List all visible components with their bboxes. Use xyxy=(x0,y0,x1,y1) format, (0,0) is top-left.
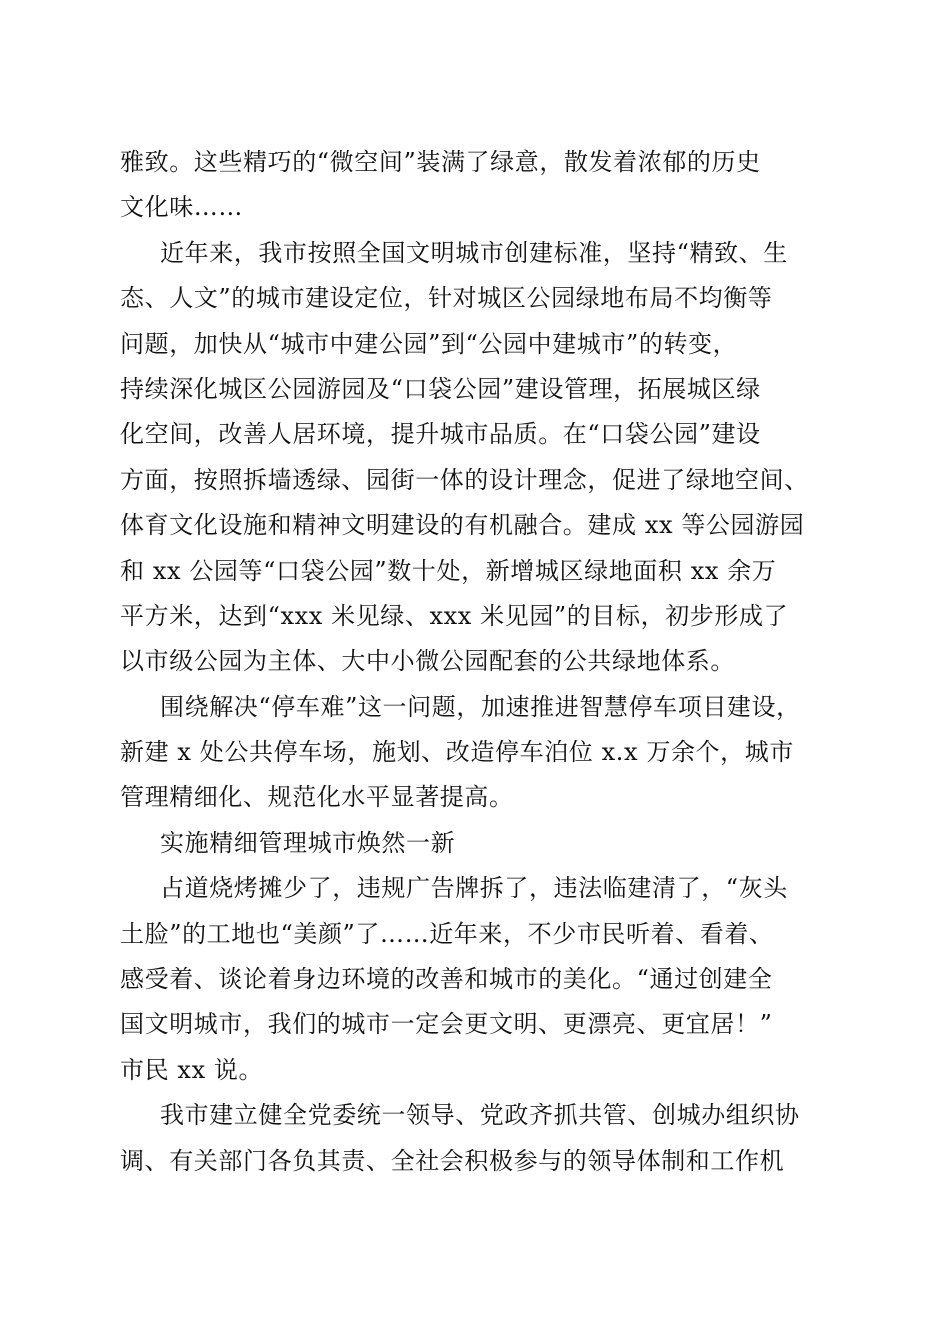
section-heading: 实施精细管理城市焕然一新 xyxy=(160,828,456,857)
text-line: 国文明城市，我们的城市一定会更文明、更漂亮、更宜居！” xyxy=(120,1010,773,1039)
text-line: 方面，按照拆墙透绿、园街一体的设计理念，促进了绿地空间、 xyxy=(120,465,809,494)
text-line: 以市级公园为主体、大中小微公园配套的公共绿地体系。 xyxy=(120,647,735,676)
text-line: 新建 x 处公共停车场，施划、改造停车泊位 x.x 万余个，城市 xyxy=(120,738,794,767)
text-line: 问题，加快从“城市中建公园”到“公园中建城市”的转变， xyxy=(120,329,738,358)
text-line: 雅致。这些精巧的“微空间”装满了绿意，散发着浓郁的历史 xyxy=(120,148,761,176)
text-line: 文化味…… xyxy=(120,193,243,222)
text-line: 市民 xx 说。 xyxy=(120,1055,264,1084)
document-body xyxy=(120,140,840,1184)
text-line: 平方米，达到“xxx 米见绿、xxx 米见园”的目标，初步形成了 xyxy=(120,601,789,630)
text-line: 体育文化设施和精神文明建设的有机融合。建成 xx 等公园游园 xyxy=(120,511,805,540)
text-line: 感受着、谈论着身边环境的改善和城市的美化。“通过创建全 xyxy=(120,965,773,994)
text-line: 和 xx 公园等“口袋公园”数十处，新增城区绿地面积 xx 余万 xyxy=(120,556,777,585)
text-line: 持续深化城区公园游园及“口袋公园”建设管理，拓展城区绿 xyxy=(120,374,761,403)
paragraph-start-line: 围绕解决“停车难”这一问题，加速推进智慧停车项目建设， xyxy=(160,692,801,721)
paragraph-start-line: 占道烧烤摊少了，违规广告牌拆了，违法临建清了，“灰头 xyxy=(160,874,788,903)
paragraph-start-line: 我市建立健全党委统一领导、党政齐抓共管、创城办组织协 xyxy=(160,1101,800,1130)
text-line: 态、人文”的城市建设定位，针对城区公园绿地布局不均衡等 xyxy=(120,284,773,313)
text-line: 管理精细化、规范化水平显著提高。 xyxy=(120,783,514,812)
text-line: 土脸”的工地也“美颜”了……近年来，不少市民听着、看着、 xyxy=(120,919,774,948)
text-line: 调、有关部门各负其责、全社会积极参与的领导体制和工作机 xyxy=(120,1146,785,1175)
text-line: 化空间，改善人居环境，提升城市品质。在“口袋公园”建设 xyxy=(120,420,761,449)
paragraph-start-line: 近年来，我市按照全国文明城市创建标准，坚持“精致、生 xyxy=(160,238,788,267)
